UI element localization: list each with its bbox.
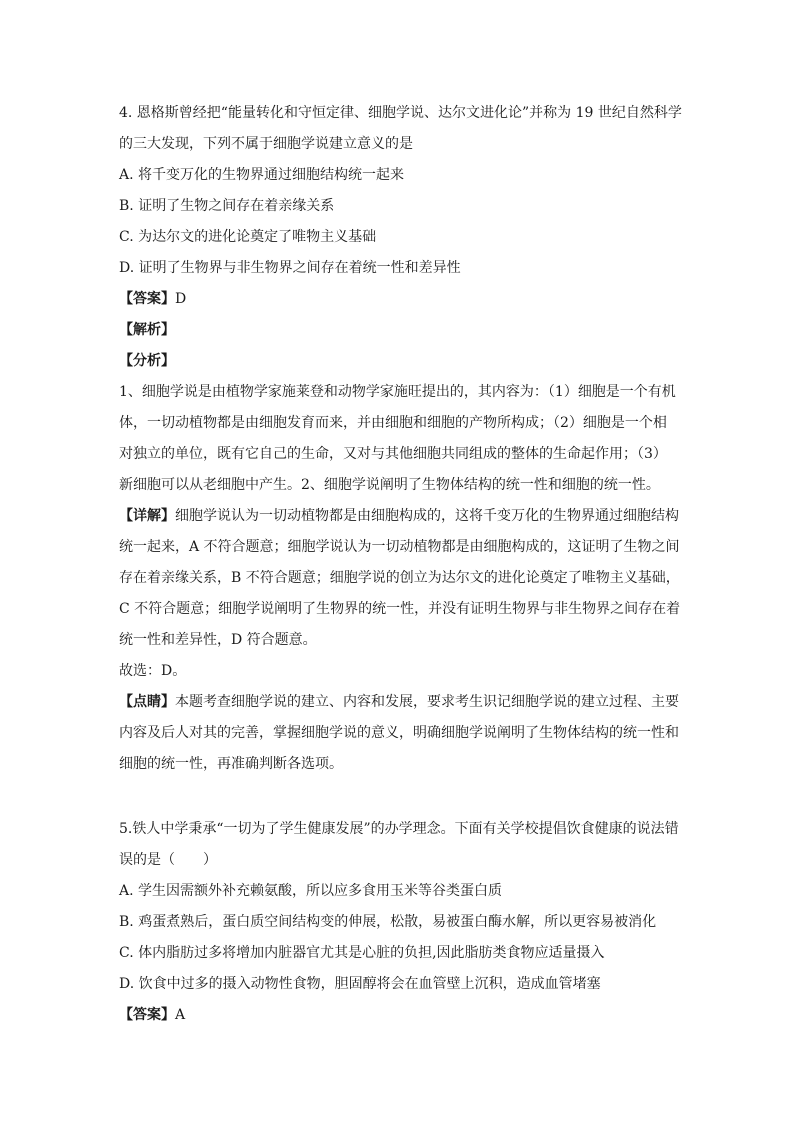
question-4: [119, 98, 682, 780]
question-5-answer: [119, 1000, 679, 1031]
question-4-option-d: D. 证明了生物界与非生物界之间存在着统一性和差异性: [119, 260, 461, 276]
question-5-option-a: A. 学生因需额外补充赖氨酸，所以应多食用玉米等谷类蛋白质: [119, 883, 503, 899]
question-gap: [119, 780, 679, 814]
fenxi-line-3: 对独立的单位，既有它自己的生命，又对与其他细胞共同组成的整体的生命起作用；（3）: [119, 446, 667, 462]
detail-line-4: C 不符合题意；细胞学说阐明了生物界的统一性，并没有证明生物界与非生物界之间存在着: [119, 601, 681, 617]
dianjing-text-1: 本题考查细胞学说的建立、内容和发展，要求考生识记细胞学说的建立过程、主要: [175, 694, 679, 710]
detail-line-5: 统一性和差异性，D 符合题意。: [119, 632, 317, 648]
dianjing-line-2: 内容及后人对其的完善，掌握细胞学说的意义，明确细胞学说阐明了生物体结构的统一性和: [119, 725, 679, 741]
fenxi-label: 【分析】: [119, 353, 175, 369]
fenxi-line-2: 体，一切动植物都是由细胞发育而来，并由细胞和细胞的产物所构成；（2）细胞是一个相: [119, 415, 667, 431]
question-5-stem-line-1: 5.铁人中学秉承“一切为了学生健康发展”的办学理念。下面有关学校提倡饮食健康的说法错: [119, 821, 679, 837]
detail-text-1: 细胞学说认为一切动植物都是由细胞构成的，这将千变万化的生物界通过细胞结构: [175, 508, 679, 524]
question-4-option-a: A. 将千变万化的生物界通过细胞结构统一起来: [119, 167, 405, 183]
document-page: [119, 98, 682, 1031]
detail-label: 【详解】: [119, 508, 175, 524]
question-4-option-b: B. 证明了生物之间存在着亲缘关系: [119, 198, 335, 214]
question-5: [119, 814, 679, 1031]
question-4-stem-line-2: 的三大发现，下列不属于细胞学说建立意义的是: [119, 136, 413, 152]
question-5-stem-line-2: 误的是（ ）: [119, 852, 217, 868]
choose-line: 故选：D。: [119, 663, 187, 679]
question-4-option-c: C. 为达尔文的进化论奠定了唯物主义基础: [119, 229, 377, 245]
dianjing-line-3: 细胞的统一性，再准确判断各选项。: [119, 756, 343, 772]
detail-line-1: [119, 501, 679, 532]
fenxi-line-4: 新细胞可以从老细胞中产生。2、细胞学说阐明了生物体结构的统一性和细胞的统一性。: [119, 477, 660, 493]
answer-value: D: [175, 291, 187, 307]
dianjing-line-1: [119, 687, 679, 718]
dianjing-label: 【点睛】: [119, 694, 175, 710]
detail-line-2: 统一起来，A 不符合题意；细胞学说认为一切动植物都是由细胞构成的，这证明了生物之间: [119, 539, 680, 555]
question-5-option-d: D. 饮食中过多的摄入动物性食物，胆固醇将会在血管壁上沉积，造成血管堵塞: [119, 976, 601, 992]
answer-value: A: [175, 1007, 186, 1023]
detail-line-3: 存在着亲缘关系，B 不符合题意；细胞学说的创立为达尔文的进化论奠定了唯物主义基础，: [119, 570, 680, 586]
answer-label: 【答案】: [119, 1007, 175, 1023]
analysis-label: 【解析】: [119, 322, 175, 338]
question-5-option-c: C. 体内脂肪过多将增加内脏器官尤其是心脏的负担,因此脂肪类食物应适量摄入: [119, 945, 605, 961]
question-4-stem-line-1: 4. 恩格斯曾经把“能量转化和守恒定律、细胞学说、达尔文进化论”并称为 19 世纪自然科学: [119, 105, 682, 121]
question-4-answer: [119, 284, 679, 315]
answer-label: 【答案】: [119, 291, 175, 307]
question-5-option-b: B. 鸡蛋煮熟后，蛋白质空间结构变的伸展，松散，易被蛋白酶水解，所以更容易被消化: [119, 914, 657, 930]
fenxi-line-1: 1、细胞学说是由植物学家施莱登和动物学家施旺提出的，其内容为：（1）细胞是一个有机: [119, 384, 676, 400]
